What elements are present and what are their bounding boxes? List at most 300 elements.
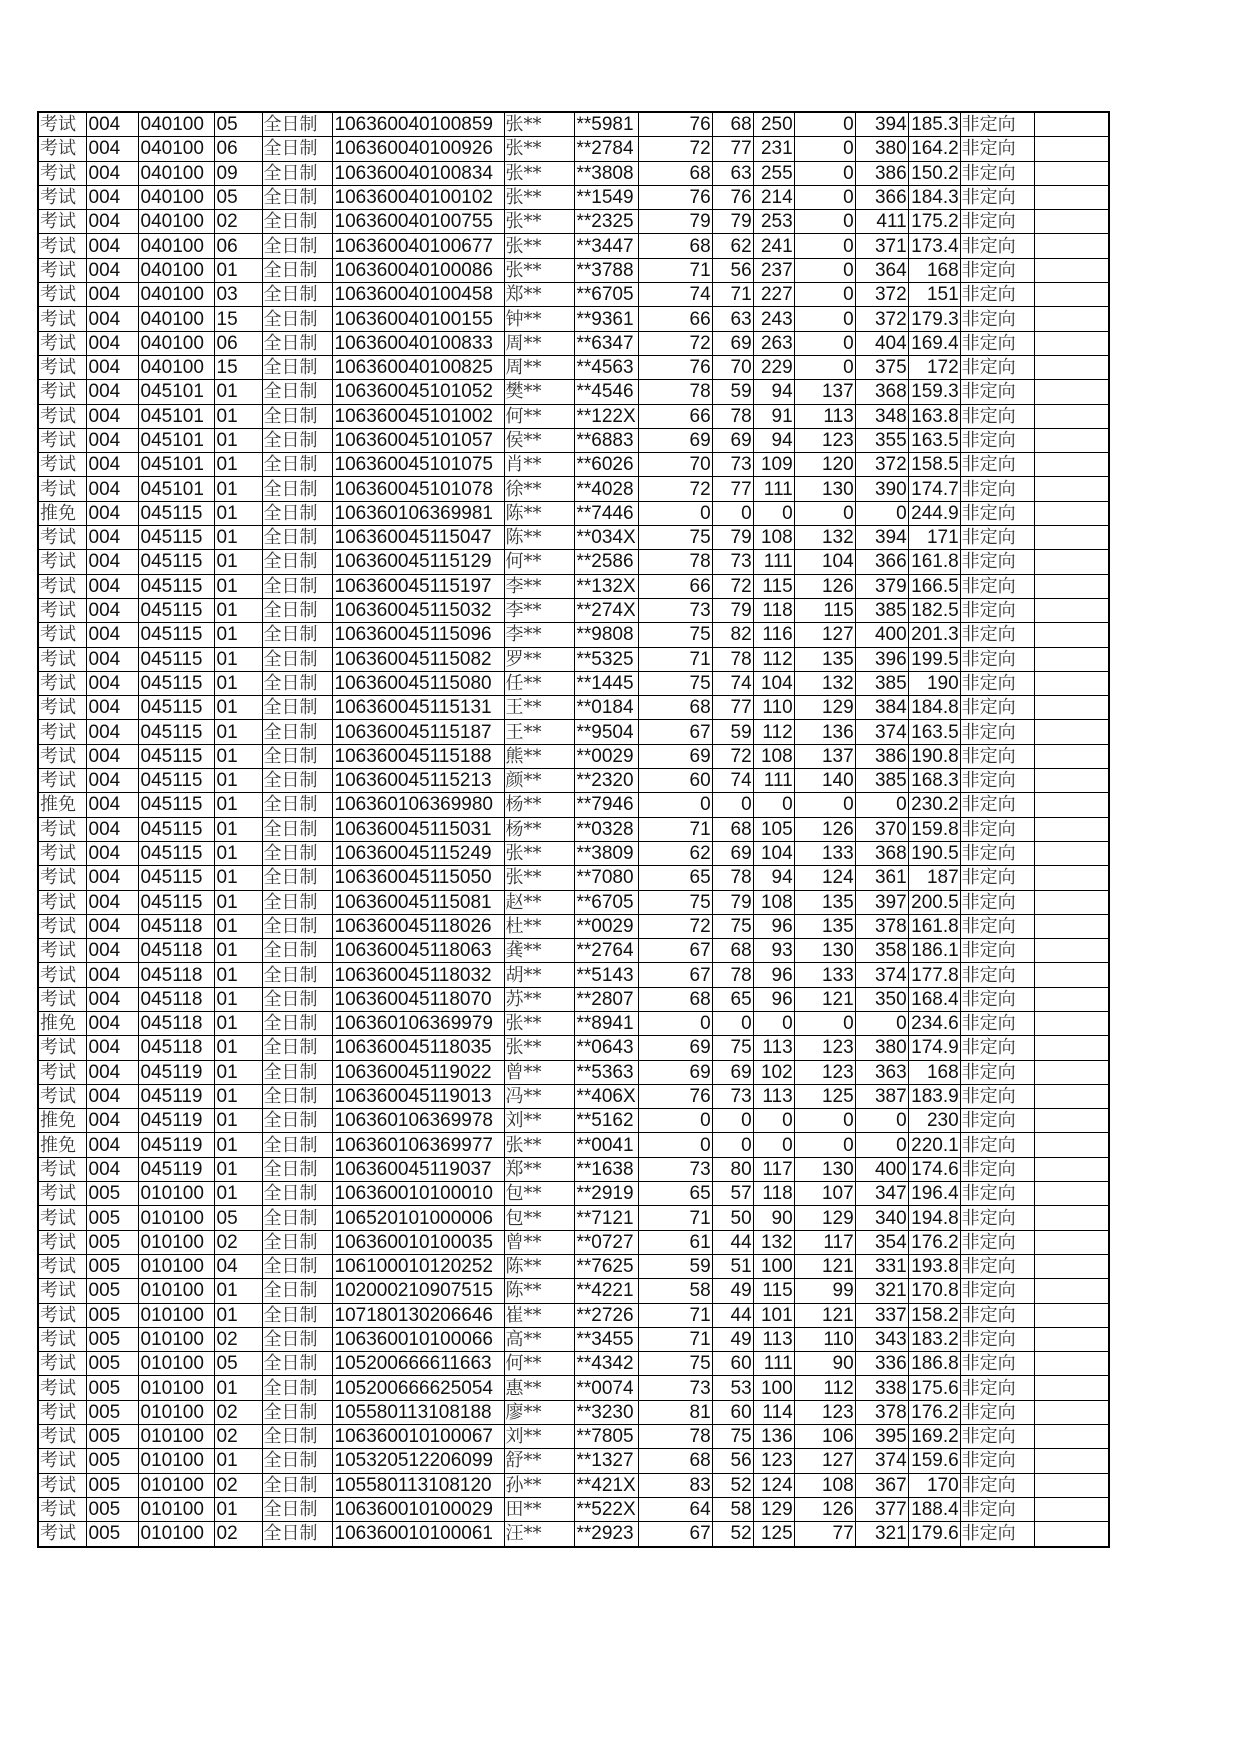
cell-score-subject-4: 133 [794,963,855,987]
cell-score-subject-2: 0 [712,501,753,525]
cell-score-subject-3: 102 [753,1060,794,1084]
cell-id-suffix: **1445 [574,671,638,695]
cell-remark [1034,1376,1109,1400]
cell-remark [1034,1279,1109,1303]
cell-score-subject-4: 0 [794,1133,855,1157]
cell-id-suffix: **0029 [574,914,638,938]
cell-candidate-name: 钟** [504,307,574,331]
cell-admission-type: 考试 [38,598,86,622]
cell-direction-code: 05 [214,112,262,137]
cell-admission-type: 考试 [38,1376,86,1400]
cell-score-subject-3: 231 [753,137,794,161]
cell-candidate-name: 陈** [504,526,574,550]
cell-id-suffix: **7446 [574,501,638,525]
table-row [38,793,1109,817]
cell-total-score: 380 [855,137,908,161]
cell-direction-code: 02 [214,1230,262,1254]
cell-study-mode: 全日制 [262,841,332,865]
cell-score-subject-3: 96 [753,963,794,987]
cell-orientation: 非定向 [960,404,1034,428]
table-row [38,428,1109,452]
cell-candidate-id: 106360106369981 [332,501,504,525]
cell-major-code: 010100 [138,1497,214,1521]
cell-score-subject-3: 112 [753,720,794,744]
cell-candidate-name: 陈** [504,1279,574,1303]
cell-admission-type: 考试 [38,817,86,841]
cell-admission-type: 考试 [38,1084,86,1108]
cell-dept-code: 004 [86,1011,138,1035]
cell-candidate-id: 106360040100825 [332,355,504,379]
table-row [38,477,1109,501]
cell-score-subject-4: 0 [794,234,855,258]
cell-orientation: 非定向 [960,1303,1034,1327]
cell-score-subject-1: 76 [638,355,712,379]
cell-study-mode: 全日制 [262,1327,332,1351]
cell-score-subject-2: 51 [712,1254,753,1278]
cell-remark [1034,890,1109,914]
cell-study-mode: 全日制 [262,574,332,598]
cell-id-suffix: **0184 [574,696,638,720]
cell-score-subject-4: 126 [794,574,855,598]
table-row [38,720,1109,744]
table-row [38,1011,1109,1035]
cell-total-score: 331 [855,1254,908,1278]
cell-score-subject-4: 0 [794,258,855,282]
cell-remark [1034,817,1109,841]
cell-total-score: 386 [855,161,908,185]
cell-remark [1034,744,1109,768]
cell-remark [1034,1133,1109,1157]
cell-retest-score: 244.9 [908,501,960,525]
cell-admission-type: 考试 [38,112,86,137]
cell-candidate-name: 惠** [504,1376,574,1400]
cell-remark [1034,453,1109,477]
cell-dept-code: 004 [86,258,138,282]
cell-candidate-id: 106360045115188 [332,744,504,768]
cell-score-subject-1: 68 [638,987,712,1011]
cell-total-score: 348 [855,404,908,428]
cell-candidate-name: 张** [504,1133,574,1157]
cell-major-code: 045115 [138,598,214,622]
cell-retest-score: 161.8 [908,914,960,938]
cell-id-suffix: **2923 [574,1522,638,1547]
cell-total-score: 321 [855,1522,908,1547]
cell-study-mode: 全日制 [262,331,332,355]
cell-score-subject-4: 0 [794,793,855,817]
cell-candidate-name: 刘** [504,1425,574,1449]
cell-dept-code: 004 [86,769,138,793]
cell-total-score: 411 [855,210,908,234]
cell-score-subject-2: 44 [712,1303,753,1327]
table-row [38,1084,1109,1108]
cell-score-subject-2: 60 [712,1352,753,1376]
cell-candidate-id: 106360045118026 [332,914,504,938]
cell-id-suffix: **0029 [574,744,638,768]
cell-study-mode: 全日制 [262,744,332,768]
cell-score-subject-3: 241 [753,234,794,258]
table-row [38,1182,1109,1206]
cell-score-subject-3: 229 [753,355,794,379]
cell-id-suffix: **7121 [574,1206,638,1230]
cell-score-subject-4: 123 [794,428,855,452]
cell-total-score: 364 [855,258,908,282]
cell-score-subject-1: 62 [638,841,712,865]
cell-retest-score: 179.3 [908,307,960,331]
cell-study-mode: 全日制 [262,1109,332,1133]
cell-candidate-name: 杨** [504,817,574,841]
cell-score-subject-2: 73 [712,550,753,574]
cell-candidate-id: 106360045119037 [332,1157,504,1181]
cell-score-subject-3: 243 [753,307,794,331]
cell-id-suffix: **3447 [574,234,638,258]
cell-id-suffix: **6347 [574,331,638,355]
cell-remark [1034,1400,1109,1424]
cell-score-subject-4: 106 [794,1425,855,1449]
cell-orientation: 非定向 [960,1230,1034,1254]
cell-direction-code: 01 [214,793,262,817]
cell-score-subject-1: 75 [638,526,712,550]
cell-score-subject-1: 73 [638,598,712,622]
cell-direction-code: 01 [214,769,262,793]
cell-major-code: 045101 [138,380,214,404]
cell-study-mode: 全日制 [262,307,332,331]
cell-score-subject-4: 136 [794,720,855,744]
cell-dept-code: 004 [86,137,138,161]
cell-remark [1034,428,1109,452]
cell-score-subject-2: 44 [712,1230,753,1254]
cell-study-mode: 全日制 [262,1352,332,1376]
cell-score-subject-4: 135 [794,914,855,938]
cell-score-subject-4: 121 [794,987,855,1011]
cell-remark [1034,769,1109,793]
cell-score-subject-3: 0 [753,793,794,817]
cell-study-mode: 全日制 [262,963,332,987]
cell-total-score: 400 [855,623,908,647]
cell-retest-score: 171 [908,526,960,550]
cell-dept-code: 004 [86,914,138,938]
cell-orientation: 非定向 [960,1352,1034,1376]
cell-major-code: 045101 [138,404,214,428]
cell-admission-type: 考试 [38,623,86,647]
cell-candidate-name: 苏** [504,987,574,1011]
cell-score-subject-2: 75 [712,914,753,938]
cell-candidate-id: 106360045118032 [332,963,504,987]
cell-score-subject-1: 69 [638,1036,712,1060]
cell-direction-code: 02 [214,210,262,234]
cell-dept-code: 004 [86,1060,138,1084]
cell-score-subject-3: 100 [753,1376,794,1400]
cell-score-subject-2: 69 [712,841,753,865]
cell-total-score: 385 [855,671,908,695]
cell-total-score: 350 [855,987,908,1011]
cell-candidate-name: 徐** [504,477,574,501]
cell-admission-type: 考试 [38,574,86,598]
cell-score-subject-1: 74 [638,283,712,307]
cell-score-subject-3: 116 [753,623,794,647]
cell-score-subject-1: 0 [638,1109,712,1133]
cell-total-score: 347 [855,1182,908,1206]
cell-study-mode: 全日制 [262,428,332,452]
cell-candidate-id: 106100010120252 [332,1254,504,1278]
cell-direction-code: 01 [214,1133,262,1157]
cell-score-subject-3: 227 [753,283,794,307]
cell-score-subject-2: 74 [712,769,753,793]
cell-study-mode: 全日制 [262,793,332,817]
cell-id-suffix: **3455 [574,1327,638,1351]
cell-candidate-id: 106360106369979 [332,1011,504,1035]
cell-score-subject-2: 79 [712,890,753,914]
cell-score-subject-2: 77 [712,696,753,720]
cell-study-mode: 全日制 [262,939,332,963]
cell-id-suffix: **0328 [574,817,638,841]
cell-orientation: 非定向 [960,428,1034,452]
cell-candidate-name: 任** [504,671,574,695]
cell-admission-type: 考试 [38,355,86,379]
cell-score-subject-2: 72 [712,744,753,768]
cell-orientation: 非定向 [960,1036,1034,1060]
cell-candidate-name: 杜** [504,914,574,938]
cell-score-subject-1: 66 [638,307,712,331]
cell-score-subject-3: 100 [753,1254,794,1278]
cell-score-subject-3: 104 [753,671,794,695]
cell-total-score: 321 [855,1279,908,1303]
cell-orientation: 非定向 [960,598,1034,622]
cell-study-mode: 全日制 [262,1497,332,1521]
cell-id-suffix: **122X [574,404,638,428]
table-row [38,161,1109,185]
cell-candidate-id: 106360045115050 [332,866,504,890]
cell-direction-code: 01 [214,550,262,574]
cell-score-subject-2: 75 [712,1425,753,1449]
cell-admission-type: 考试 [38,987,86,1011]
cell-retest-score: 186.1 [908,939,960,963]
table-row [38,380,1109,404]
cell-score-subject-2: 68 [712,112,753,137]
cell-orientation: 非定向 [960,137,1034,161]
cell-retest-score: 163.8 [908,404,960,428]
cell-orientation: 非定向 [960,1109,1034,1133]
cell-total-score: 385 [855,769,908,793]
cell-candidate-name: 王** [504,720,574,744]
cell-retest-score: 158.2 [908,1303,960,1327]
cell-dept-code: 005 [86,1303,138,1327]
cell-id-suffix: **034X [574,526,638,550]
cell-major-code: 010100 [138,1327,214,1351]
cell-score-subject-3: 263 [753,331,794,355]
cell-score-subject-2: 72 [712,574,753,598]
cell-score-subject-4: 0 [794,137,855,161]
cell-major-code: 045119 [138,1084,214,1108]
cell-candidate-name: 樊** [504,380,574,404]
cell-candidate-id: 106360045115249 [332,841,504,865]
cell-direction-code: 01 [214,987,262,1011]
cell-score-subject-2: 57 [712,1182,753,1206]
cell-direction-code: 01 [214,1060,262,1084]
cell-study-mode: 全日制 [262,477,332,501]
cell-direction-code: 05 [214,1352,262,1376]
table-row [38,112,1109,137]
cell-major-code: 040100 [138,307,214,331]
cell-total-score: 366 [855,550,908,574]
cell-id-suffix: **6883 [574,428,638,452]
cell-orientation: 非定向 [960,866,1034,890]
cell-study-mode: 全日制 [262,112,332,137]
cell-retest-score: 166.5 [908,574,960,598]
cell-remark [1034,526,1109,550]
cell-dept-code: 004 [86,428,138,452]
cell-score-subject-1: 71 [638,817,712,841]
cell-major-code: 040100 [138,210,214,234]
cell-id-suffix: **2726 [574,1303,638,1327]
cell-study-mode: 全日制 [262,1133,332,1157]
cell-orientation: 非定向 [960,1182,1034,1206]
cell-remark [1034,1036,1109,1060]
cell-id-suffix: **6705 [574,283,638,307]
admission-score-table [37,111,1110,1548]
cell-candidate-id: 105200666611663 [332,1352,504,1376]
cell-candidate-id: 106360045101052 [332,380,504,404]
cell-remark [1034,1473,1109,1497]
cell-score-subject-2: 60 [712,1400,753,1424]
cell-orientation: 非定向 [960,1254,1034,1278]
cell-candidate-name: 侯** [504,428,574,452]
cell-remark [1034,1449,1109,1473]
cell-candidate-id: 106360045101002 [332,404,504,428]
cell-direction-code: 01 [214,647,262,671]
cell-major-code: 045115 [138,890,214,914]
cell-admission-type: 考试 [38,744,86,768]
cell-score-subject-1: 70 [638,453,712,477]
cell-score-subject-2: 49 [712,1327,753,1351]
cell-major-code: 040100 [138,112,214,137]
cell-remark [1034,380,1109,404]
cell-candidate-id: 106360045118070 [332,987,504,1011]
cell-score-subject-2: 0 [712,1109,753,1133]
cell-score-subject-2: 58 [712,1497,753,1521]
cell-id-suffix: **9361 [574,307,638,331]
cell-score-subject-1: 69 [638,428,712,452]
cell-major-code: 010100 [138,1279,214,1303]
cell-admission-type: 考试 [38,210,86,234]
cell-total-score: 361 [855,866,908,890]
table-row [38,1133,1109,1157]
cell-total-score: 380 [855,1036,908,1060]
cell-id-suffix: **3788 [574,258,638,282]
cell-score-subject-4: 124 [794,866,855,890]
cell-admission-type: 考试 [38,1206,86,1230]
table-row [38,185,1109,209]
cell-score-subject-3: 250 [753,112,794,137]
cell-score-subject-4: 0 [794,355,855,379]
cell-id-suffix: **1638 [574,1157,638,1181]
cell-candidate-name: 张** [504,258,574,282]
cell-score-subject-2: 79 [712,526,753,550]
cell-orientation: 非定向 [960,550,1034,574]
cell-candidate-name: 包** [504,1206,574,1230]
cell-candidate-id: 106360010100010 [332,1182,504,1206]
cell-score-subject-1: 71 [638,1206,712,1230]
cell-score-subject-4: 130 [794,1157,855,1181]
cell-retest-score: 161.8 [908,550,960,574]
cell-id-suffix: **0727 [574,1230,638,1254]
cell-retest-score: 168 [908,258,960,282]
cell-candidate-id: 106360045115031 [332,817,504,841]
cell-total-score: 343 [855,1327,908,1351]
cell-total-score: 400 [855,1157,908,1181]
cell-direction-code: 09 [214,161,262,185]
cell-orientation: 非定向 [960,963,1034,987]
cell-study-mode: 全日制 [262,1303,332,1327]
cell-admission-type: 考试 [38,1449,86,1473]
table-row [38,866,1109,890]
cell-total-score: 390 [855,477,908,501]
cell-dept-code: 005 [86,1182,138,1206]
cell-retest-score: 196.4 [908,1182,960,1206]
cell-candidate-name: 张** [504,841,574,865]
cell-score-subject-3: 104 [753,841,794,865]
table-row [38,137,1109,161]
cell-major-code: 045118 [138,987,214,1011]
cell-score-subject-3: 94 [753,380,794,404]
cell-score-subject-2: 59 [712,380,753,404]
cell-retest-score: 193.8 [908,1254,960,1278]
cell-admission-type: 考试 [38,1230,86,1254]
cell-score-subject-3: 129 [753,1497,794,1521]
table-row [38,939,1109,963]
cell-candidate-id: 105200666625054 [332,1376,504,1400]
cell-id-suffix: **1327 [574,1449,638,1473]
cell-direction-code: 06 [214,234,262,258]
cell-retest-score: 234.6 [908,1011,960,1035]
cell-study-mode: 全日制 [262,137,332,161]
table-row [38,1327,1109,1351]
cell-remark [1034,914,1109,938]
cell-remark [1034,1254,1109,1278]
cell-score-subject-1: 79 [638,210,712,234]
cell-study-mode: 全日制 [262,1011,332,1035]
cell-candidate-id: 106360040100926 [332,137,504,161]
table-row [38,1400,1109,1424]
cell-score-subject-3: 132 [753,1230,794,1254]
cell-score-subject-4: 0 [794,307,855,331]
cell-orientation: 非定向 [960,939,1034,963]
cell-direction-code: 01 [214,574,262,598]
cell-study-mode: 全日制 [262,623,332,647]
cell-id-suffix: **2919 [574,1182,638,1206]
cell-score-subject-2: 79 [712,210,753,234]
table-row [38,307,1109,331]
cell-candidate-name: 舒** [504,1449,574,1473]
cell-score-subject-1: 72 [638,137,712,161]
cell-score-subject-1: 78 [638,550,712,574]
cell-score-subject-4: 104 [794,550,855,574]
cell-score-subject-1: 68 [638,234,712,258]
table-body [38,112,1109,1547]
cell-candidate-name: 张** [504,161,574,185]
cell-score-subject-4: 0 [794,210,855,234]
table-row [38,404,1109,428]
cell-study-mode: 全日制 [262,453,332,477]
cell-score-subject-2: 49 [712,1279,753,1303]
cell-remark [1034,1522,1109,1547]
cell-score-subject-4: 135 [794,647,855,671]
cell-score-subject-2: 63 [712,161,753,185]
cell-id-suffix: **9504 [574,720,638,744]
cell-direction-code: 01 [214,380,262,404]
cell-study-mode: 全日制 [262,1376,332,1400]
cell-remark [1034,137,1109,161]
cell-dept-code: 005 [86,1473,138,1497]
